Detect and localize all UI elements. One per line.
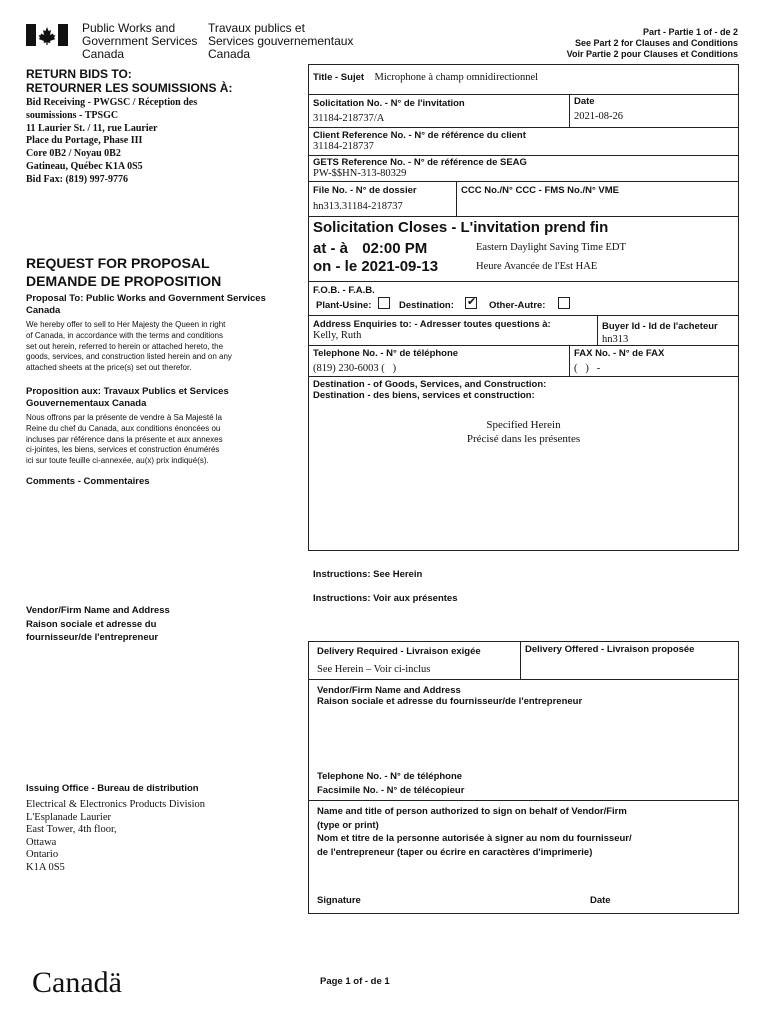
offer-text-line: We hereby offer to sell to Her Majesty the Queen in right xyxy=(26,320,226,329)
vendor-telephone-label: Telephone No. - N° de téléphone xyxy=(317,771,463,782)
solicitation-value: 31184-218737/A xyxy=(313,113,385,124)
timezone-en: Eastern Daylight Saving Time EDT xyxy=(476,242,626,253)
delivery-required-label: Delivery Required - Livraison exigée xyxy=(317,646,481,657)
file-number-field[interactable] xyxy=(313,185,417,213)
fax-field[interactable] xyxy=(574,348,664,375)
page-number: Page 1 of - de 1 xyxy=(320,976,390,987)
rfp-title-en: REQUEST FOR PROPOSAL xyxy=(26,255,210,271)
delivery-required-value: See Herein – Voir ci-inclus xyxy=(317,664,431,675)
address-line: K1A 0S5 xyxy=(26,861,65,873)
authorized-label-line: de l'entrepreneur (taper ou écrire en caractères d'imprimerie) xyxy=(317,846,593,858)
vendor-facsimile-label: Facsimile No. - N° de télécopieur xyxy=(317,785,465,796)
enquiries-label: Address Enquiries to: - Adresser toutes questions à: xyxy=(313,319,551,330)
delivery-required-field[interactable] xyxy=(317,646,481,676)
address-line: Core 0B2 / Noyau 0B2 xyxy=(26,148,121,160)
title-value: Microphone à champ omnidirectionnel xyxy=(374,72,539,83)
closing-date-row xyxy=(313,258,438,276)
vendor-address-label-fr: Raison sociale et adresse du fournisseur/de l'entrepreneur xyxy=(317,696,583,707)
org-name-en-line: Government Services xyxy=(82,34,198,48)
authorized-label-line: Name and title of person authorized to sign on behalf of Vendor/Firm xyxy=(317,806,627,817)
part-info xyxy=(567,27,738,60)
closing-time-value: 02:00 PM xyxy=(362,240,428,257)
offer-text-fr xyxy=(26,413,223,467)
checkmark-icon: ✔ xyxy=(467,295,477,308)
fax-label: FAX No. - N° de FAX xyxy=(574,348,665,359)
phone-field[interactable] xyxy=(313,348,458,375)
org-name-fr-line: Canada xyxy=(208,47,251,61)
date-field[interactable] xyxy=(574,96,623,123)
offer-text-line: of Canada, in accordance with the terms and conditions xyxy=(26,330,224,340)
offer-text-line: Nous offrons par la présente de vendre à Sa Majesté la xyxy=(26,413,222,422)
address-line: 11 Laurier St. / 11, rue Laurier xyxy=(26,122,158,134)
phone-label: Telephone No. - N° de téléphone xyxy=(313,348,459,359)
timezone-fr: Heure Avancée de l'Est HAE xyxy=(476,261,598,272)
rfp-title xyxy=(26,254,221,290)
org-name-fr-line: Services gouvernementaux xyxy=(208,34,354,48)
destination-goods-en: Destination - of Goods, Services, and Construction: xyxy=(313,379,547,390)
proposal-to-fr: Proposition aux: Travaux Publics et Services Gouvernementaux Canada xyxy=(26,386,229,409)
see-part2-fr: Voir Partie 2 pour Clauses et Conditions xyxy=(566,49,738,59)
closing-date-value: 2021-09-13 xyxy=(361,258,439,275)
vendor-left-label-fr: Raison sociale et adresse du xyxy=(26,618,157,630)
solicitation-number-field[interactable] xyxy=(313,98,465,125)
destination-goods xyxy=(313,379,546,401)
comments-label: Comments - Commentaires xyxy=(26,476,150,487)
return-bids-title xyxy=(26,67,232,95)
signature-date-field[interactable]: Date xyxy=(590,895,611,906)
date-label: Date xyxy=(574,96,595,107)
address-line: Ottawa xyxy=(26,836,57,848)
specified-herein-fr: Précisé dans les présentes xyxy=(466,433,581,445)
org-name-en-line: Public Works and xyxy=(82,21,176,35)
file-number-label: File No. - N° de dossier xyxy=(313,185,417,196)
canada-wordmark: Canadä xyxy=(32,966,122,999)
authorized-person-field[interactable] xyxy=(317,805,632,859)
instructions-en: Instructions: See Herein xyxy=(313,569,423,580)
destination-goods-fr: Destination - des biens, services et construction: xyxy=(313,390,535,401)
address-line: Electrical & Electronics Products Division xyxy=(26,799,206,810)
org-name-fr xyxy=(208,22,353,61)
solicitation-label: Solicitation No. - N° de l'invitation xyxy=(313,98,465,109)
destination-label: Destination: xyxy=(399,300,454,311)
vendor-address-label-en: Vendor/Firm Name and Address xyxy=(317,685,461,696)
address-line: Gatineau, Québec K1A 0S5 xyxy=(26,160,143,172)
gets-reference-value: PW-$$HN-313-80329 xyxy=(313,168,407,179)
client-reference-value: 31184-218737 xyxy=(313,141,374,152)
address-line: soumissions - TPSGC xyxy=(26,109,119,121)
offer-text-line: ici sur toute feuille ci-annexée, au(x) prix indiqué(s). xyxy=(26,456,209,466)
return-bids-title-en: RETURN BIDS TO: xyxy=(26,67,132,81)
client-reference-field[interactable] xyxy=(313,130,526,153)
offer-text-line: attached sheets at the price(s) set out therefor. xyxy=(26,363,192,373)
vendor-phone-field[interactable] xyxy=(317,771,464,796)
authorized-label-line: (type or print) xyxy=(317,819,379,831)
fax-value: ( ) - xyxy=(574,363,601,374)
org-name-fr-line: Travaux publics et xyxy=(208,21,305,35)
see-part2-en: See Part 2 for Clauses and Conditions xyxy=(574,38,738,48)
issuing-office-label: Issuing Office - Bureau de distribution xyxy=(26,783,199,794)
rfp-title-fr: DEMANDE DE PROPOSITION xyxy=(26,273,222,289)
address-line: L'Esplanade Laurier xyxy=(26,811,111,823)
on-label: on - le xyxy=(313,258,358,275)
phone-value: (819) 230-6003 ( ) xyxy=(313,363,397,374)
signature-field[interactable]: Signature xyxy=(317,895,361,906)
part-number: Part - Partie 1 of - de 2 xyxy=(642,27,738,37)
buyer-id-field[interactable] xyxy=(602,321,718,343)
org-name-en xyxy=(82,22,197,61)
address-line: Ontario xyxy=(26,849,59,861)
org-name-en-line: Canada xyxy=(82,47,125,61)
gets-reference-field[interactable] xyxy=(313,157,527,180)
vendor-left-label-fr: fournisseur/de l'entrepreneur xyxy=(26,632,159,643)
specified-herein-en: Specified Herein xyxy=(486,419,561,431)
plant-checkbox[interactable] xyxy=(378,297,390,309)
title-field[interactable] xyxy=(313,67,733,85)
closing-time-row xyxy=(313,240,427,258)
offer-text-line: ci-jointes, les biens, services et construction énumérés xyxy=(26,445,220,455)
destination-checkbox[interactable] xyxy=(465,297,477,309)
gets-reference-label: GETS Reference No. - N° de référence de SEAG xyxy=(313,157,527,168)
date-value: 2021-08-26 xyxy=(574,111,623,122)
file-number-value: hn313.31184-218737 xyxy=(313,201,403,212)
return-bids-title-fr: RETOURNER LES SOUMISSIONS À: xyxy=(26,81,233,95)
buyer-id-label: Buyer Id - Id de l'acheteur xyxy=(602,321,718,332)
fob-label: F.O.B. - F.A.B. xyxy=(313,285,375,296)
offer-text-line: set out herein, referred to herein or attached hereto, the xyxy=(26,341,224,351)
vendor-address-field[interactable] xyxy=(317,685,582,707)
ccc-number-label: CCC No./N° CCC - FMS No./N° VME xyxy=(461,185,620,196)
ccc-number-field[interactable] xyxy=(461,185,619,196)
address-line: Bid Fax: (819) 997-9776 xyxy=(26,173,128,185)
delivery-offered-label: Delivery Offered - Livraison proposée xyxy=(525,644,695,655)
vendor-left-label-en: Vendor/Firm Name and Address xyxy=(26,605,170,616)
other-label: Other-Autre: xyxy=(489,300,546,311)
proposal-to-en: Proposal To: Public Works and Government Services Canada xyxy=(26,293,266,316)
vendor-left-label xyxy=(26,604,170,645)
instructions-fr: Instructions: Voir aux présentes xyxy=(313,593,458,604)
offer-text-line: incluses par référence dans la présente et aux annexes xyxy=(26,434,223,444)
address-line: Place du Portage, Phase III xyxy=(26,135,143,147)
issuing-office-address xyxy=(26,799,205,875)
enquiries-field[interactable] xyxy=(313,319,551,342)
return-bids-address xyxy=(26,97,197,187)
specified-herein xyxy=(308,418,739,446)
client-reference-label: Client Reference No. - N° de référence du client xyxy=(313,130,526,141)
offer-text-en xyxy=(26,320,232,374)
buyer-id-value: hn313 xyxy=(602,334,629,343)
solicitation-closes-title: Solicitation Closes - L'invitation prend fin xyxy=(313,219,609,236)
offer-text-line: Reine du chef du Canada, aux conditions énoncées ou xyxy=(26,423,221,433)
other-checkbox[interactable] xyxy=(558,297,570,309)
offer-text-line: goods, services, and construction listed herein and on any xyxy=(26,352,232,362)
authorized-label-line: Nom et titre de la personne autorisée à signer au nom du fournisseur/ xyxy=(317,833,632,844)
delivery-offered-field[interactable] xyxy=(525,644,694,655)
address-line: Bid Receiving - PWGSC / Réception des xyxy=(26,97,198,108)
address-line: East Tower, 4th floor, xyxy=(26,824,117,836)
title-label: Title - Sujet xyxy=(313,72,365,83)
at-label: at - à xyxy=(313,240,349,257)
canada-flag-logo xyxy=(26,24,68,46)
enquiries-value: Kelly, Ruth xyxy=(313,330,362,341)
plant-label: Plant-Usine: xyxy=(316,300,372,311)
